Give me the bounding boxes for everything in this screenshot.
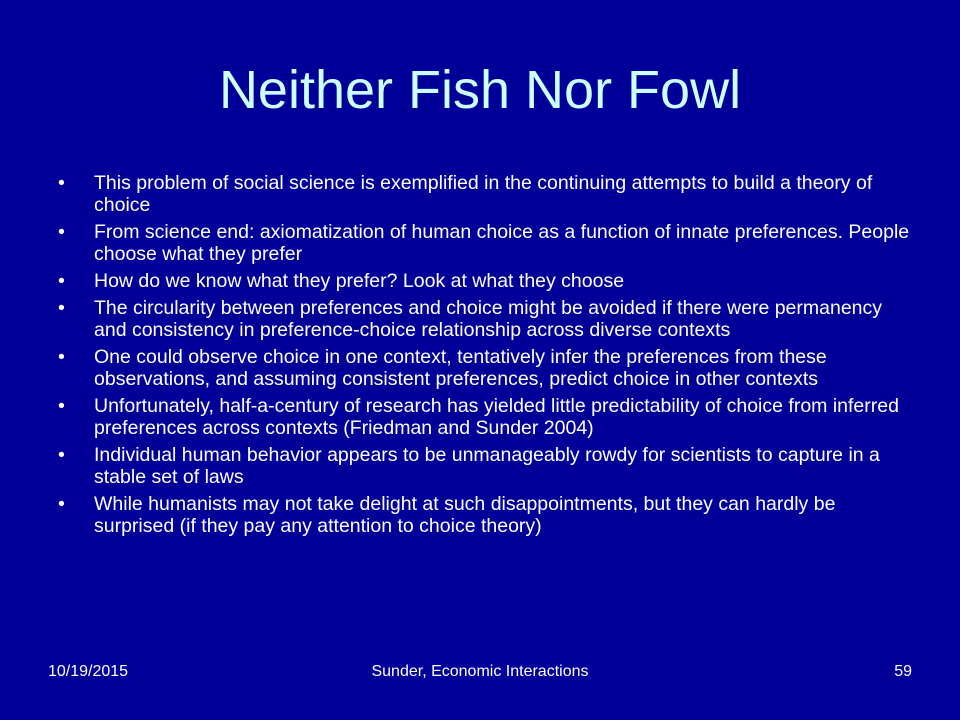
bullet-item — [58, 270, 918, 292]
bullet-icon: • — [58, 297, 65, 319]
bullet-list — [58, 172, 918, 542]
bullet-icon: • — [58, 221, 65, 243]
bullet-item — [58, 221, 918, 265]
bullet-icon: • — [58, 493, 65, 515]
bullet-icon: • — [58, 444, 65, 466]
bullet-item — [58, 172, 918, 216]
bullet-item — [58, 346, 918, 390]
bullet-item — [58, 297, 918, 341]
bullet-text: Unfortunately, half-a-century of research has yielded little predictability of choice from inferred preferences across contexts (Friedman and Sunder 2004) — [94, 395, 899, 439]
bullet-text: Individual human behavior appears to be unmanageably rowdy for scientists to capture in a stable set of laws — [94, 444, 880, 488]
bullet-text: While humanists may not take delight at such disappointments, but they can hardly be surprised (if they pay any attention to choice theory) — [94, 493, 836, 537]
bullet-item — [58, 395, 918, 439]
footer-date: 10/19/2015 — [48, 663, 129, 680]
bullet-text: One could observe choice in one context, tentatively infer the preferences from these observations, and assuming consistent preferences, predict choice in other contexts — [94, 346, 827, 390]
bullet-icon: • — [58, 346, 65, 368]
bullet-text: How do we know what they prefer? Look at what they choose — [94, 270, 625, 292]
bullet-item — [58, 493, 918, 537]
bullet-item — [58, 444, 918, 488]
bullet-text: This problem of social science is exemplified in the continuing attempts to build a theory of choice — [94, 172, 873, 216]
bullet-text: The circularity between preferences and choice might be avoided if there were permanency and consistency in preference-choice relationship across diverse contexts — [94, 297, 883, 341]
page-number: 59 — [894, 663, 912, 680]
bullet-text: From science end: axiomatization of human choice as a function of innate preferences. People choose what they prefer — [94, 221, 910, 265]
bullet-icon: • — [58, 395, 65, 417]
bullet-icon: • — [58, 270, 65, 292]
footer-title: Sunder, Economic Interactions — [371, 663, 589, 680]
bullet-icon: • — [58, 172, 65, 194]
slide-title: Neither Fish Nor Fowl — [218, 60, 742, 120]
